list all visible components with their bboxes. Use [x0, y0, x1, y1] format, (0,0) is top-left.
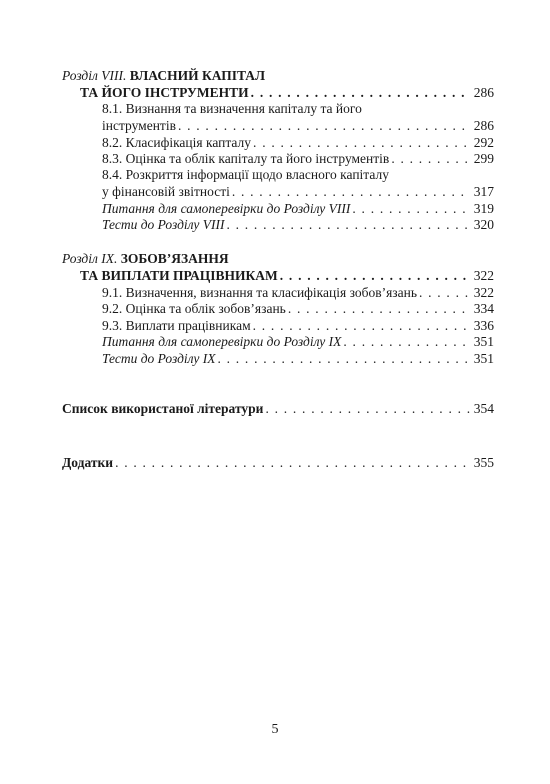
page-ref: 286	[473, 85, 494, 100]
dot-leader	[253, 135, 470, 151]
page-ref: 286	[473, 118, 494, 133]
dot-leader	[178, 118, 470, 134]
entry-text: 9.2. Оцінка та облік зобов’язань	[102, 301, 286, 316]
entry-text: Додатки	[62, 454, 114, 470]
page-ref: 320	[473, 217, 494, 232]
toc-entry	[62, 118, 494, 135]
page-ref: 299	[473, 151, 494, 166]
entry-text: 8.2. Класифікація капталу	[102, 134, 252, 150]
toc-entry	[62, 217, 494, 234]
section-title: ВЛАСНИЙ КАПІТАЛ	[129, 68, 266, 83]
toc-entry	[62, 317, 494, 334]
page-ref: 355	[473, 454, 494, 470]
entry-text: Питання для самоперевірки до Розділу IX	[102, 334, 342, 349]
toc-entry-line1: 8.4. Розкриття інформації щодо власного капіталу	[102, 167, 389, 182]
entry-text: у фінансовій звітності	[102, 184, 230, 199]
dot-leader	[391, 151, 470, 167]
spacer	[62, 367, 494, 401]
toc-entry-appendix	[62, 454, 494, 471]
dot-leader	[253, 318, 470, 334]
toc-entry	[62, 301, 494, 318]
section-prefix: Розділ VIII.	[62, 68, 127, 83]
dot-leader	[288, 301, 470, 317]
spacer	[62, 233, 494, 251]
page-ref: 317	[473, 184, 494, 199]
page-ref: 292	[473, 134, 494, 150]
page-ref: 351	[473, 334, 494, 349]
dot-leader	[217, 351, 470, 367]
toc-entry	[62, 85, 494, 102]
entry-text: 9.1. Визначення, визнання та класифікація зобов’язань	[102, 284, 417, 300]
entry-text: 8.3. Оцінка та облік капіталу та його інструментів	[102, 151, 390, 166]
entry-text: Тести до Розділу VIII	[102, 217, 225, 232]
entry-text: 9.3. Виплати працівникам	[102, 317, 251, 333]
dot-leader	[419, 285, 470, 301]
entry-text: Список використаної літератури	[62, 401, 264, 416]
toc-entry	[62, 284, 494, 301]
toc-entry	[62, 200, 494, 217]
toc-entry-line1: 8.1. Визнання та визначення капіталу та його	[102, 101, 362, 116]
page-ref: 336	[473, 317, 494, 333]
toc-entry	[62, 184, 494, 201]
page-ref: 322	[473, 284, 494, 300]
page-ref: 351	[473, 350, 494, 366]
section-9-heading	[62, 251, 494, 268]
section-8-heading	[62, 68, 494, 85]
section-title-continued: ТА ЙОГО ІНСТРУМЕНТИ	[80, 85, 249, 100]
entry-text: інструментів	[102, 118, 176, 133]
dot-leader	[280, 268, 470, 284]
dot-leader	[115, 455, 470, 471]
page-ref: 322	[473, 268, 494, 283]
entry-text: Тести до Розділу IX	[102, 350, 216, 366]
toc-entry	[62, 350, 494, 367]
dot-leader	[251, 85, 470, 101]
toc-entry-literature	[62, 401, 494, 418]
page-ref: 354	[473, 401, 494, 416]
toc-entry	[62, 334, 494, 351]
dot-leader	[343, 334, 470, 350]
spacer	[62, 417, 494, 454]
entry-text: Питання для самоперевірки до Розділу VIII	[102, 200, 351, 216]
dot-leader	[232, 184, 470, 200]
toc-entry	[62, 268, 494, 285]
section-title: ЗОБОВ’ЯЗАННЯ	[120, 251, 229, 266]
section-prefix: Розділ IX.	[62, 251, 118, 266]
dot-leader	[352, 201, 470, 217]
page-ref: 334	[473, 301, 494, 316]
dot-leader	[226, 217, 470, 233]
toc-entry	[62, 151, 494, 168]
section-title-continued: ТА ВИПЛАТИ ПРАЦІВНИКАМ	[80, 268, 278, 283]
page-ref: 319	[473, 200, 494, 216]
dot-leader	[265, 401, 470, 417]
page-number: 5	[271, 722, 279, 737]
toc-entry	[62, 134, 494, 151]
table-of-contents	[62, 68, 494, 471]
